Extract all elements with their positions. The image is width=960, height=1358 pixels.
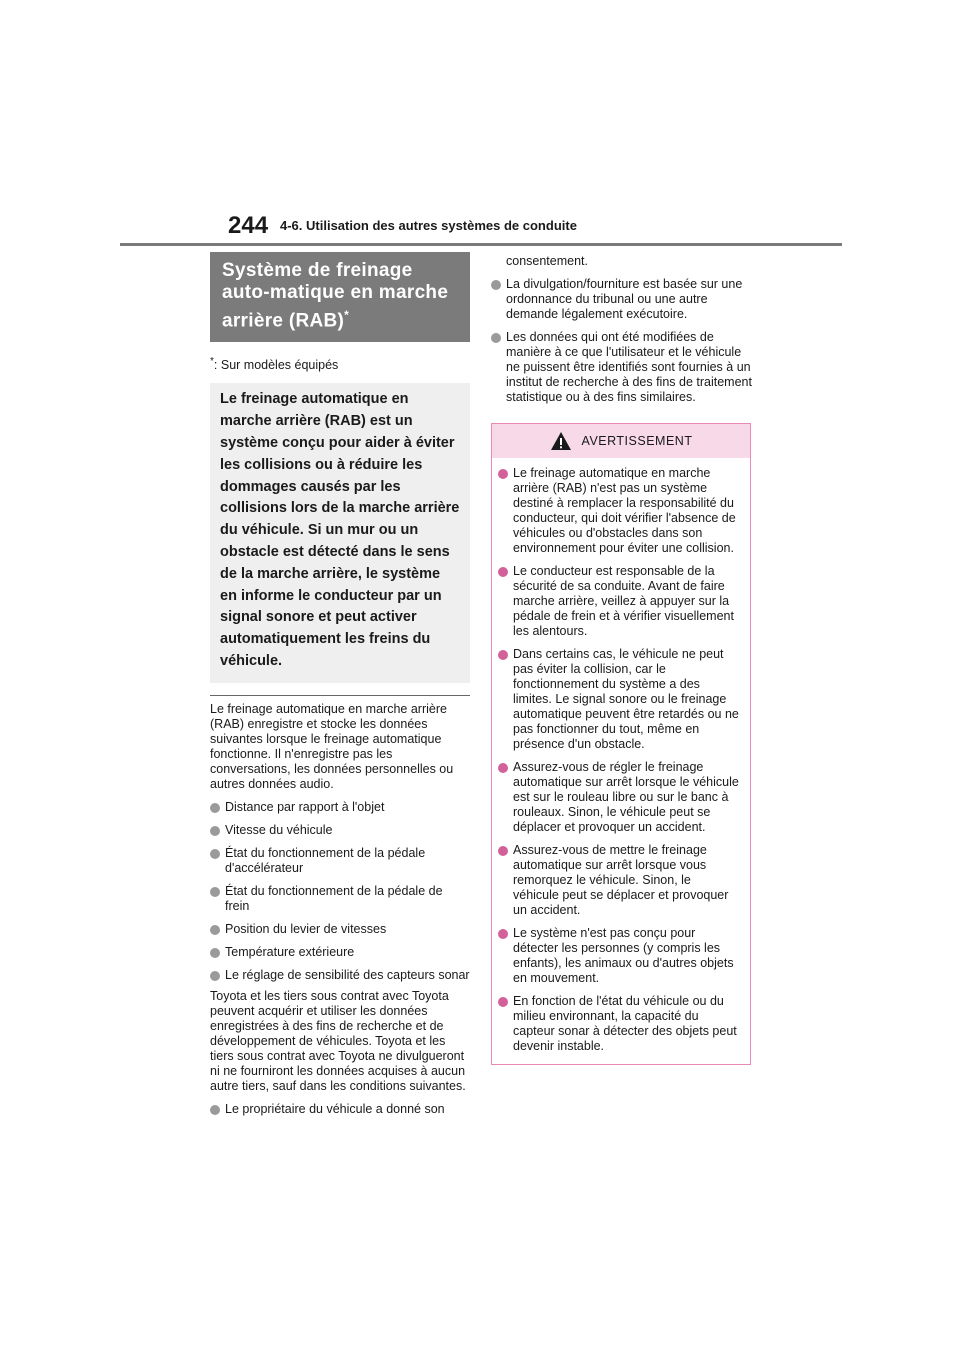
bullet-icon — [498, 997, 508, 1007]
recorded-items-list — [210, 800, 470, 983]
list-item: Vitesse du véhicule — [210, 823, 470, 838]
list-item: Dans certains cas, le véhicule ne peut pas éviter la collision, car le fonctionnement du système a des limites. Le signal sonore ou le freinage automatique peuvent être retardés ou ne pas fonctionner du tout, même en présence d'un obstacle. — [498, 647, 740, 752]
bullet-icon — [498, 763, 508, 773]
bullet-icon — [498, 567, 508, 577]
section-title-text: Système de freinage auto-matique en marche arrière (RAB) — [222, 260, 449, 332]
section-divider — [210, 695, 470, 696]
right-column — [491, 254, 753, 1065]
list-item: Position du levier de vitesses — [210, 922, 470, 937]
list-item: La divulgation/fourniture est basée sur une ordonnance du tribunal ou une autre demande légalement exécutoire. — [491, 277, 753, 322]
bullet-icon — [210, 849, 220, 859]
bullet-icon — [210, 1105, 220, 1115]
footnote-text: : Sur modèles équipés — [213, 358, 339, 373]
list-item: Température extérieure — [210, 945, 470, 960]
list-item: État du fonctionnement de la pédale d'accélérateur — [210, 846, 470, 876]
warning-body — [492, 466, 750, 1064]
bullet-icon — [491, 280, 501, 290]
warning-triangle-icon — [550, 431, 572, 451]
conditions-list-start — [210, 1102, 470, 1117]
bullet-icon — [498, 846, 508, 856]
footnote-mark: * — [210, 356, 214, 368]
bullet-icon — [210, 925, 220, 935]
section-title-mark: * — [344, 308, 350, 322]
bullet-icon — [210, 826, 220, 836]
conditions-list — [491, 277, 753, 405]
bullet-icon — [210, 948, 220, 958]
bullet-icon — [210, 803, 220, 813]
bullet-icon — [498, 929, 508, 939]
intro-paragraph: Le freinage automatique en marche arrière (RAB) enregistre et stocke les données suivantes lorsque le freinage automatique fonctionne. Il n'enregistre pas les conversations, les données personnelles ou autres données audio. — [210, 701, 454, 791]
list-item: État du fonctionnement de la pédale de frein — [210, 884, 470, 914]
bullet-icon — [498, 469, 508, 479]
list-item: Le réglage de sensibilité des capteurs sonar — [210, 968, 470, 983]
warning-list — [498, 466, 740, 1054]
third-party-paragraph: Toyota et les tiers sous contrat avec Toyota peuvent acquérir et utiliser les données enregistrées à des fins de recherche et de développement de véhicules. Toyota et les tiers sous contrat avec Toyota ne divulgueront ni ne fourniront les données acquises à aucun autre tiers, sauf dans les conditions suivantes. — [210, 988, 466, 1093]
list-item: Les données qui ont été modifiées de manière à ce que l'utilisateur et le véhicule ne puissent être identifiés sont fournies à un institut de recherche à des fins de traitement statistique ou à des fins similaires. — [491, 330, 753, 405]
bullet-icon — [491, 333, 501, 343]
warning-header — [492, 424, 750, 458]
list-item: Distance par rapport à l'objet — [210, 800, 470, 815]
condition-continued: consentement. — [506, 254, 588, 268]
list-item: Assurez-vous de régler le freinage automatique sur arrêt lorsque le véhicule est sur le rouleau libre ou sur le banc à rouleaux. Sinon, le véhicule peut se déplacer et provoquer un accident. — [498, 760, 740, 835]
list-item: Le propriétaire du véhicule a donné son — [210, 1102, 470, 1117]
page-number: 244 — [228, 212, 269, 239]
list-item: Le système n'est pas conçu pour détecter les personnes (y compris les enfants), les animaux ou d'autres objets en mouvement. — [498, 926, 740, 986]
list-item: Le conducteur est responsable de la sécurité de sa conduite. Avant de faire marche arrière, veillez à appuyer sur la pédale de frein et à vérifier visuellement les alentours. — [498, 564, 740, 639]
section-title — [210, 252, 470, 342]
bullet-icon — [210, 887, 220, 897]
summary-box: Le freinage automatique en marche arrière (RAB) est un système conçu pour aider à éviter les collisions ou à réduire les dommages causés par les collisions lors de la marche arrière du véhicule. Si un mur ou un obstacle est détecté dans le sens de la marche arrière, le système en informe le conducteur par un signal sonore et peut activer automatiquement les freins du véhicule. — [210, 383, 470, 682]
bullet-icon — [498, 650, 508, 660]
list-item: Le freinage automatique en marche arrière (RAB) n'est pas un système destiné à remplacer la responsabilité du conducteur, qui doit vérifier l'absence de véhicules ou d'obstacles dans son environnement pour éviter une collision. — [498, 466, 740, 556]
list-item: En fonction de l'état du véhicule ou du milieu environnant, la capacité du capteur sonar à détecter des objets peut devenir instable. — [498, 994, 740, 1054]
header-rule — [120, 243, 842, 246]
bullet-icon — [210, 971, 220, 981]
left-column — [210, 252, 470, 1117]
chapter-title: 4-6. Utilisation des autres systèmes de conduite — [280, 218, 577, 233]
footnote — [210, 354, 470, 373]
list-item: Assurez-vous de mettre le freinage automatique sur arrêt lorsque vous remorquez le véhicule. Sinon, le véhicule peut se déplacer et provoquer un accident. — [498, 843, 740, 918]
warning-box — [491, 423, 751, 1065]
warning-title: AVERTISSEMENT — [581, 434, 693, 448]
